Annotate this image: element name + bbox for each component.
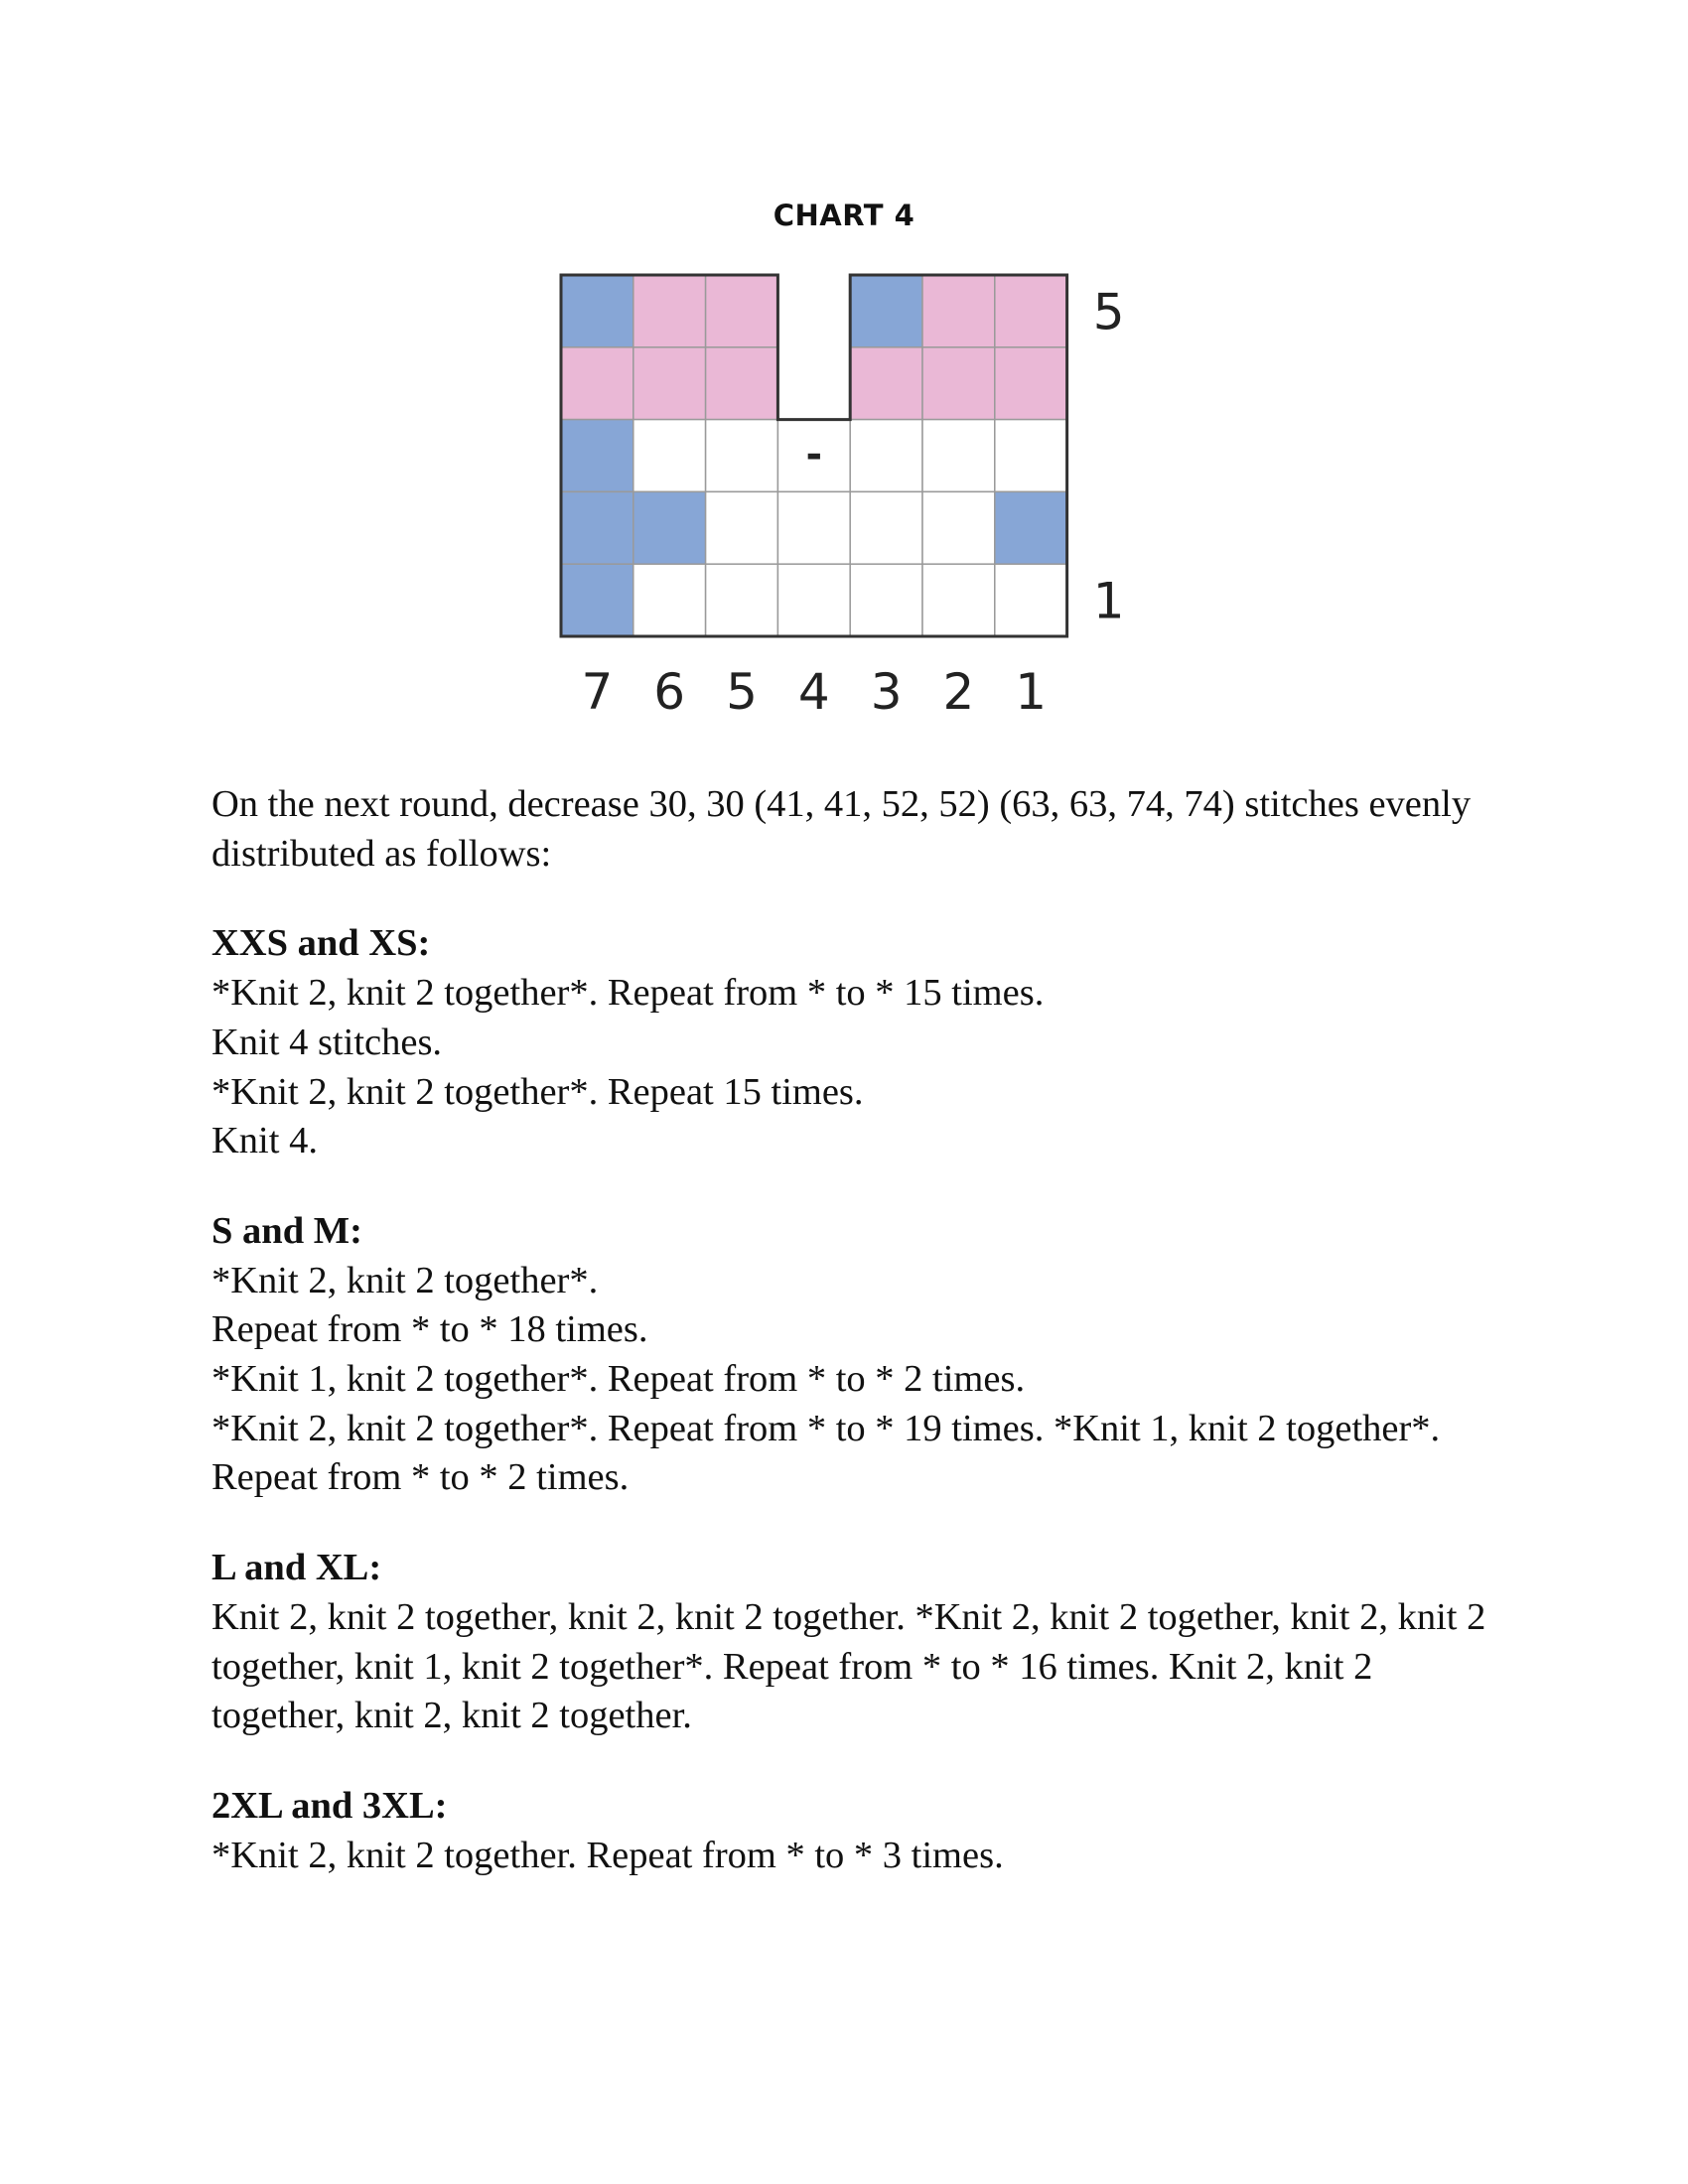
- instructions: [211, 780, 1492, 1880]
- section-heading-l-xl: L and XL:: [211, 1547, 382, 1589]
- chart-cell-white: [850, 491, 922, 564]
- chart-cell-white: [995, 420, 1067, 492]
- chart-cell-white: [777, 491, 850, 564]
- row-label: 1: [1092, 572, 1125, 630]
- instruction-line: Repeat from * to * 18 times.: [211, 1308, 648, 1351]
- instruction-line: *Knit 2, knit 2 together*. Repeat from * to * 15 times.: [211, 972, 1045, 1015]
- column-label: 1: [1015, 663, 1048, 721]
- section-heading-xxs-xs: XXS and XS:: [211, 922, 431, 965]
- intro-paragraph: On the next round, decrease 30, 30 (41, 41, 52, 52) (63, 63, 74, 74) stitches evenly distributed as follows:: [211, 783, 1472, 875]
- row-label: 5: [1092, 283, 1125, 341]
- instruction-line: *Knit 2, knit 2 together*. Repeat from * to * 19 times. *Knit 1, knit 2 together*. Repeat from * to * 2 times.: [211, 1407, 1441, 1499]
- instruction-line: *Knit 2, knit 2 together*. Repeat 15 times.: [211, 1070, 864, 1113]
- chart-cell-pink: [850, 347, 922, 420]
- chart-cell-blue: [561, 491, 633, 564]
- instruction-line: Knit 4.: [211, 1120, 318, 1162]
- chart-cell-blue: [850, 275, 922, 347]
- chart-cell-pink: [561, 347, 633, 420]
- chart-cell-white: [777, 564, 850, 636]
- instruction-line: Knit 2, knit 2 together, knit 2, knit 2 together. *Knit 2, knit 2 together, knit 2, knit 2 together, knit 1, knit 2 together*. Repeat from * to * 16 times. Knit 2, knit 2 together, knit 2, knit 2 together.: [211, 1595, 1486, 1737]
- column-label: 3: [870, 663, 903, 721]
- chart-cell-blue: [633, 491, 706, 564]
- chart-cell-white: [850, 420, 922, 492]
- chart-cell-pink: [706, 275, 778, 347]
- chart-cell-white: [633, 564, 706, 636]
- chart-cell-white: [922, 564, 995, 636]
- instruction-line: Knit 4 stitches.: [211, 1021, 443, 1063]
- instruction-line: *Knit 2, knit 2 together. Repeat from * to * 3 times.: [211, 1834, 1004, 1876]
- chart-cell-pink: [995, 275, 1067, 347]
- chart-cell-white: [850, 564, 922, 636]
- chart-cell-white: [633, 420, 706, 492]
- chart-cell-white: [706, 491, 778, 564]
- chart-cell-blue: [561, 275, 633, 347]
- column-label: 2: [942, 663, 975, 721]
- chart-cell-blue: [561, 420, 633, 492]
- chart-cell-white: [706, 420, 778, 492]
- column-label: 6: [653, 663, 686, 721]
- instruction-line: *Knit 2, knit 2 together*.: [211, 1259, 599, 1301]
- section-heading-s-m: S and M:: [211, 1209, 362, 1252]
- column-label: 7: [581, 663, 614, 721]
- chart-cell-pink: [633, 275, 706, 347]
- chart-cell-pink: [706, 347, 778, 420]
- chart-title: CHART 4: [773, 199, 915, 232]
- chart-cell-white: [922, 420, 995, 492]
- chart-cell-pink: [922, 275, 995, 347]
- chart-cell-pink: [995, 347, 1067, 420]
- knitting-chart: [536, 253, 1152, 750]
- chart-cell-blue: [561, 564, 633, 636]
- column-label: 5: [726, 663, 758, 721]
- chart-cell-white: [922, 491, 995, 564]
- instruction-line: *Knit 1, knit 2 together*. Repeat from * to * 2 times.: [211, 1358, 1026, 1401]
- chart-cell-blue: [995, 491, 1067, 564]
- chart-cell-white: [995, 564, 1067, 636]
- chart-cell-white: [706, 564, 778, 636]
- chart-cell-pink: [922, 347, 995, 420]
- chart-cell-pink: [633, 347, 706, 420]
- section-heading-2xl-3xl: 2XL and 3XL:: [211, 1784, 448, 1827]
- purl-symbol: -: [805, 432, 823, 478]
- column-label: 4: [797, 663, 830, 721]
